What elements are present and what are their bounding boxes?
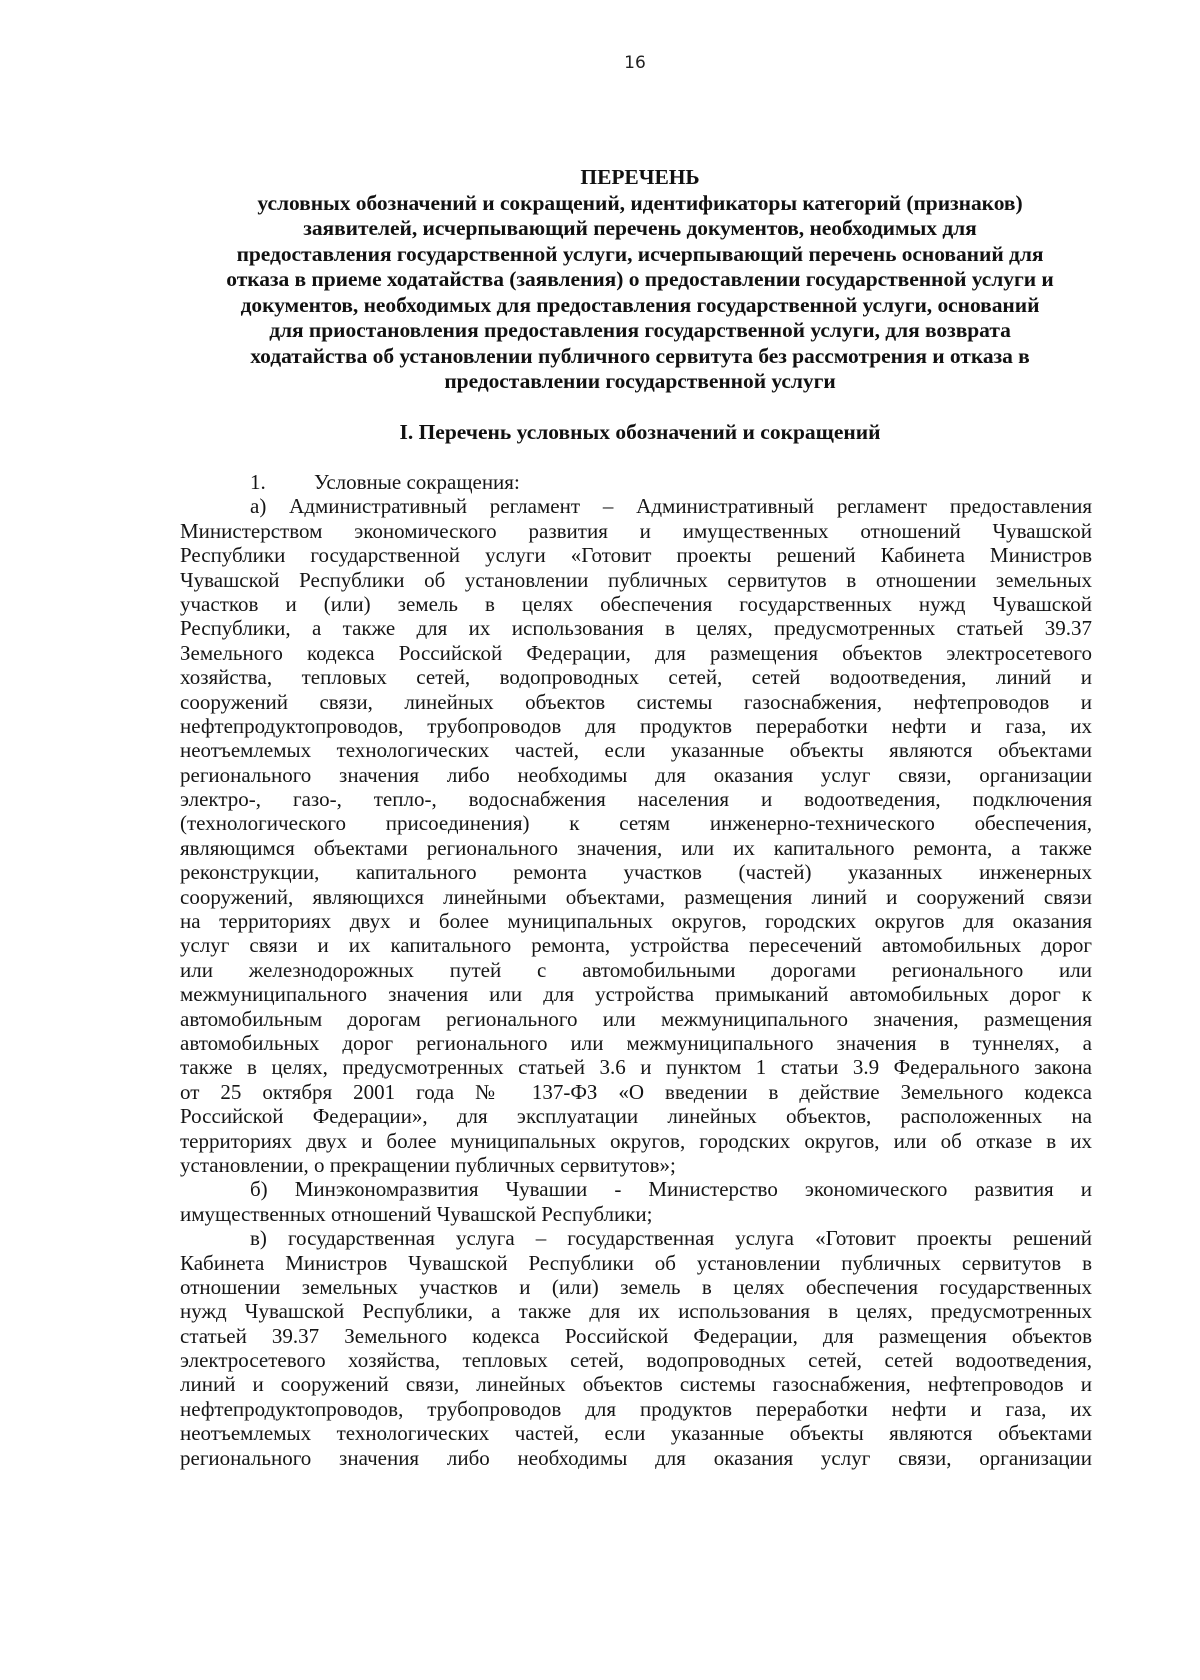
heading-line: условных обозначений и сокращений, идентификаторы категорий (признаков)	[257, 190, 1023, 215]
heading-line: отказа в приеме ходатайства (заявления) о предоставлении государственной услуги и	[226, 267, 1054, 291]
paragraph-c-line: линий и сооружений связи, линейных объектов системы газоснабжения, нефтепроводов и	[180, 1372, 1092, 1397]
paragraph-a-line: или железнодорожных путей с автомобильными дорогами регионального или	[180, 957, 1092, 982]
paragraph-a-line: Республики государственной услуги «Готовит проекты решений Кабинета Министров	[180, 543, 1092, 568]
paragraph-a-line: Земельного кодекса Российской Федерации, для размещения объектов электросетевого	[180, 640, 1092, 665]
heading-title: ПЕРЕЧЕНЬ	[580, 165, 700, 189]
paragraph-a-line: услуг связи и их капитального ремонта, устройства пересечений автомобильных дорог	[180, 933, 1092, 958]
paragraph-c-line: регионального значения либо необходимы для оказания услуг связи, организации	[180, 1445, 1092, 1470]
paragraph-c-line: электросетевого хозяйства, тепловых сетей, водопроводных сетей, сетей водоотведения,	[180, 1348, 1092, 1373]
paragraph-a-line: хозяйства, тепловых сетей, водопроводных сетей, сетей водоотведения, линий и	[180, 665, 1092, 690]
paragraph-a-line: (технологического присоединения) к сетям инженерно-технического обеспечения,	[180, 811, 1092, 836]
list-item-text: Условные сокращения:	[314, 470, 520, 494]
paragraph-a-line: Республики, а также для их использования в целях, предусмотренных статьей 39.37	[180, 616, 1092, 641]
paragraph-b-line: б) Минэкономразвития Чувашии - Министерство экономического развития и	[250, 1177, 1092, 1202]
paragraph-a-line: сооружений связи, линейных объектов системы газоснабжения, нефтепроводов и	[180, 689, 1092, 714]
paragraph-c-line: отношении земельных участков и (или) земель в целях обеспечения государственных	[180, 1274, 1092, 1299]
paragraph-b-line: имущественных отношений Чувашской Республики;	[180, 1201, 653, 1226]
paragraph-a-line: также в целях, предусмотренных статьей 3.6 и пунктом 1 статьи 3.9 Федерального закона	[180, 1055, 1092, 1080]
paragraph-a-line: Российской Федерации», для эксплуатации линейных объектов, расположенных на	[180, 1104, 1092, 1129]
section-title: I. Перечень условных обозначений и сокращений	[399, 420, 881, 444]
paragraph-a-line: нефтепродуктопроводов, трубопроводов для продуктов переработки нефти и газа, их	[180, 713, 1092, 738]
heading-line: документов, необходимых для предоставления государственной услуги, оснований	[240, 292, 1040, 317]
document-heading	[180, 165, 1100, 395]
paragraph-a-line: межмуниципального значения или для устройства примыканий автомобильных дорог к	[180, 982, 1092, 1007]
paragraph-a-line: являющимся объектами регионального значения, или их капитального ремонта, а также	[180, 835, 1092, 860]
paragraph-a-line: реконструкции, капитального ремонта участков (частей) указанных инженерных	[180, 860, 1092, 885]
paragraph-c-line: в) государственная услуга – государственная услуга «Готовит проекты решений	[250, 1226, 1092, 1251]
paragraph-c-line: неотъемлемых технологических частей, если указанные объекты являются объектами	[180, 1421, 1092, 1446]
heading-line: предоставлении государственной услуги	[444, 369, 836, 393]
paragraph-a-line: автомобильным дорогам регионального или межмуниципального значения, размещения	[180, 1006, 1092, 1031]
paragraph-a-line: установлении, о прекращении публичных сервитутов»;	[180, 1152, 676, 1177]
paragraph-c-line: нефтепродуктопроводов, трубопроводов для продуктов переработки нефти и газа, их	[180, 1396, 1092, 1421]
paragraph-a-line: а) Административный регламент – Административный регламент предоставления	[250, 494, 1092, 519]
paragraph-a-line: Чувашской Республики об установлении публичных сервитутов в отношении земельных	[180, 567, 1092, 592]
list-item-1	[180, 470, 1092, 494]
heading-line: ходатайства об установлении публичного сервитута без рассмотрения и отказа в	[250, 343, 1030, 368]
list-item-number: 1.	[250, 470, 266, 494]
page-number: 16	[624, 53, 646, 73]
paragraph-a-line: на территориях двух и более муниципальных округов, городских округов для оказания	[180, 909, 1092, 934]
paragraph-c-line: статьей 39.37 Земельного кодекса Российской Федерации, для размещения объектов	[180, 1323, 1092, 1348]
document-body	[180, 470, 1092, 1470]
paragraph-a-line: электро-, газо-, тепло-, водоснабжения населения и водоотведения, подключения	[180, 787, 1092, 812]
paragraph-a-line: от 25 октября 2001 года № 137-ФЗ «О введении в действие Земельного кодекса	[180, 1079, 1092, 1104]
paragraph-a-line: территориях двух и более муниципальных округов, городских округов, или об отказе в их	[180, 1128, 1092, 1153]
heading-line: предоставления государственной услуги, исчерпывающий перечень оснований для	[236, 241, 1044, 266]
paragraph-a-line: Министерством экономического развития и имущественных отношений Чувашской	[180, 518, 1092, 543]
heading-line: для приостановления предоставления государственной услуги, для возврата	[269, 318, 1011, 342]
paragraph-a-line: сооружений, являющихся линейными объектами, размещения линий и сооружений связи	[180, 884, 1092, 909]
paragraph-a-line: регионального значения либо необходимы для оказания услуг связи, организации	[180, 762, 1092, 787]
heading-line: заявителей, исчерпывающий перечень документов, необходимых для	[303, 216, 977, 240]
paragraph-c-line: Кабинета Министров Чувашской Республики об установлении публичных сервитутов в	[180, 1250, 1092, 1275]
paragraph-c-line: нужд Чувашской Республики, а также для их использования в целях, предусмотренных	[180, 1299, 1092, 1324]
paragraph-a-line: неотъемлемых технологических частей, если указанные объекты являются объектами	[180, 738, 1092, 763]
paragraph-a-line: автомобильных дорог регионального или межмуниципального значения в туннелях, а	[180, 1030, 1092, 1055]
paragraph-a-line: участков и (или) земель в целях обеспечения государственных нужд Чувашской	[180, 591, 1092, 616]
